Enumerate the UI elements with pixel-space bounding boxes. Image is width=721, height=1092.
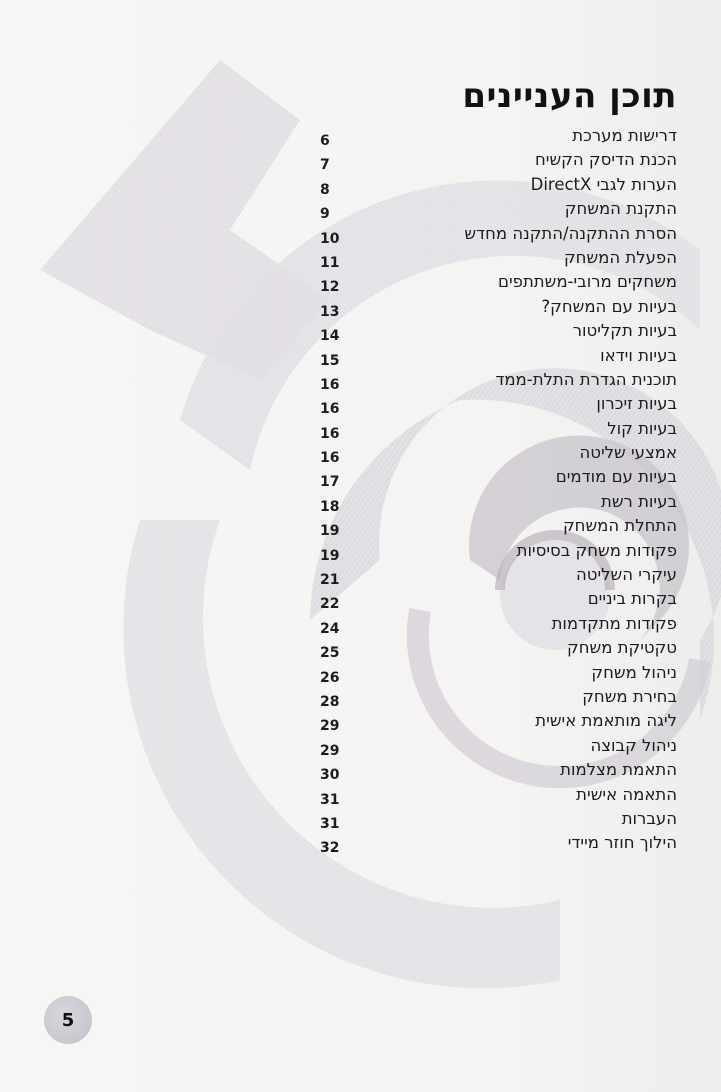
toc-entry-page: 28 xyxy=(320,693,340,710)
toc-entry-page: 16 xyxy=(320,401,340,418)
page-title: תוכן העניינים xyxy=(462,76,677,116)
toc-entry-label: הכנת הדיסק הקשיח xyxy=(535,150,677,170)
toc-entry-page: 8 xyxy=(320,181,330,198)
toc-entry-label: תוכנית הגדרת התלת-ממד xyxy=(495,369,677,389)
toc-entry-label: התחלת המשחק xyxy=(562,516,677,536)
toc-entry-label: העברות xyxy=(621,808,677,828)
toc-entry-label: התאמת מצלמות xyxy=(560,760,677,780)
toc-entry-page: 16 xyxy=(320,376,340,393)
toc-entry xyxy=(320,612,677,636)
toc-entry-label: הערות לגבי DirectX xyxy=(530,174,677,194)
toc-entry-label: בעיות עם מודמים xyxy=(555,467,677,487)
toc-entry xyxy=(320,173,677,197)
toc-entry-label: טקטיקת משחק xyxy=(567,638,677,658)
toc-entry-label: ניהול משחק xyxy=(591,662,677,682)
toc-entry xyxy=(320,734,677,758)
toc-entry-page: 9 xyxy=(320,206,330,223)
toc-entry xyxy=(320,465,677,489)
toc-entry xyxy=(320,587,677,611)
toc-entry-page: 31 xyxy=(320,815,340,832)
toc-entry-page: 16 xyxy=(320,425,340,442)
toc-entry xyxy=(320,539,677,563)
toc-entry-label: אמצעי שליטה xyxy=(579,443,677,463)
toc-entry-label: התאמה אישית xyxy=(576,784,677,804)
toc-entry xyxy=(320,685,677,709)
toc-entry-label: הילוך חוזר מיידי xyxy=(567,833,677,853)
toc-entry-label: ניהול קבוצה xyxy=(590,735,677,755)
toc-entry xyxy=(320,807,677,831)
toc-entry-label: הסרת ההתקנה/התקנה מחדש xyxy=(464,223,677,243)
toc-entry xyxy=(320,197,677,221)
toc-entry-page: 29 xyxy=(320,718,340,735)
toc-entry xyxy=(320,783,677,807)
toc-entry-page: 31 xyxy=(320,791,340,808)
toc-entry xyxy=(320,417,677,441)
toc-entry xyxy=(320,148,677,172)
toc-entry xyxy=(320,222,677,246)
toc-entry xyxy=(320,368,677,392)
toc-entry xyxy=(320,758,677,782)
toc-entry-label: בחירת משחק xyxy=(582,686,677,706)
toc-entry xyxy=(320,636,677,660)
toc-entry-page: 24 xyxy=(320,620,340,637)
toc-entry-page: 13 xyxy=(320,303,340,320)
toc-entry-label: בעיות תקליטור xyxy=(572,321,677,341)
toc-entry-label: עיקרי השליטה xyxy=(576,565,677,585)
toc-entry-page: 22 xyxy=(320,596,340,613)
toc-entry xyxy=(320,563,677,587)
toc-entry xyxy=(320,709,677,733)
toc-entry xyxy=(320,490,677,514)
page-number: 5 xyxy=(61,1009,75,1031)
toc-entry xyxy=(320,270,677,294)
toc-entry-page: 19 xyxy=(320,523,340,540)
toc-entry-page: 21 xyxy=(320,572,340,589)
toc-entry xyxy=(320,344,677,368)
toc-entry xyxy=(320,392,677,416)
toc-entry xyxy=(320,319,677,343)
toc-entry-page: 25 xyxy=(320,645,340,662)
toc-list xyxy=(320,124,677,856)
toc-entry-label: בעיות זיכרון xyxy=(596,394,677,414)
toc-entry xyxy=(320,124,677,148)
toc-entry-page: 7 xyxy=(320,157,330,174)
toc-entry-page: 15 xyxy=(320,352,340,369)
toc-entry-label: בעיות עם המשחק? xyxy=(541,296,677,316)
toc-entry-label: דרישות מערכת xyxy=(572,126,677,145)
toc-entry xyxy=(320,295,677,319)
page-number-badge xyxy=(44,996,92,1044)
toc-entry xyxy=(320,661,677,685)
toc-entry-label: משחקים מרובי-משתתפים xyxy=(498,272,677,292)
toc-entry-page: 6 xyxy=(320,133,330,149)
toc-entry-page: 19 xyxy=(320,547,340,564)
toc-entry xyxy=(320,514,677,538)
toc-entry xyxy=(320,246,677,270)
toc-entry-label: בעיות וידאו xyxy=(600,345,677,365)
toc-entry-page: 30 xyxy=(320,767,340,784)
toc-entry-page: 17 xyxy=(320,474,340,491)
toc-entry xyxy=(320,441,677,465)
toc-entry-page: 11 xyxy=(320,254,340,271)
toc-entry-label: התקנת המשחק xyxy=(564,199,677,219)
toc-entry-label: ליגה מותאמת אישית xyxy=(535,711,677,731)
toc-entry-page: 10 xyxy=(320,230,340,247)
toc-entry-page: 18 xyxy=(320,498,340,515)
toc-entry-label: הפעלת המשחק xyxy=(563,247,677,267)
toc-entry-page: 12 xyxy=(320,279,340,296)
toc-entry-page: 14 xyxy=(320,328,340,345)
toc-entry-page: 16 xyxy=(320,450,340,467)
toc-entry xyxy=(320,831,677,855)
toc-entry-page: 26 xyxy=(320,669,340,686)
toc-entry-label: פקודות משחק בסיסיות xyxy=(516,540,677,560)
toc-entry-label: בעיות רשת xyxy=(601,491,677,511)
toc-entry-label: פקודות מתקדמות xyxy=(551,613,677,633)
toc-entry-label: בקרות ביניים xyxy=(587,589,677,609)
toc-entry-page: 32 xyxy=(320,840,340,857)
toc-entry-page: 29 xyxy=(320,742,340,759)
toc-entry-label: בעיות קול xyxy=(607,418,677,438)
